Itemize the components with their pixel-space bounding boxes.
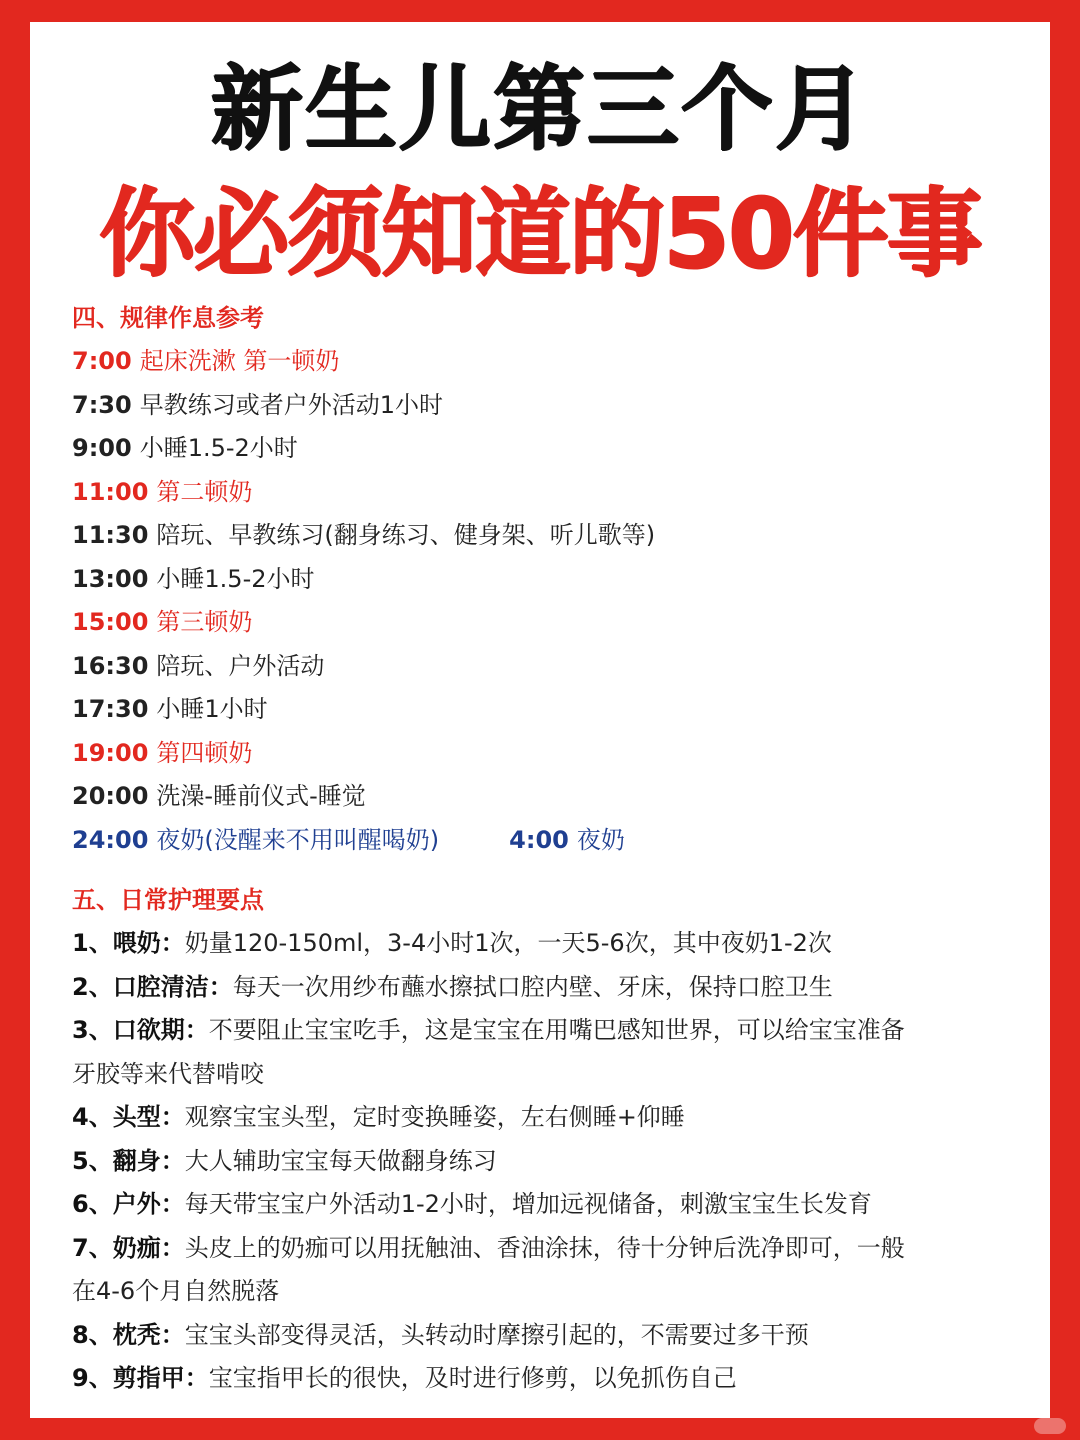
item-text: 不要阻止宝宝吃手，这是宝宝在用嘴巴感知世界，可以给宝宝准备 bbox=[208, 1016, 905, 1044]
item-label: 5、翻身： bbox=[72, 1146, 185, 1175]
schedule-row bbox=[72, 688, 1032, 732]
schedule-row bbox=[72, 645, 1032, 689]
item-text-continued: 在4-6个月自然脱落 bbox=[72, 1277, 280, 1305]
item-label: 3、口欲期： bbox=[72, 1016, 209, 1044]
item-text: 奶量120-150ml，3-4小时1次，一天5-6次，其中夜奶1-2次 bbox=[184, 929, 832, 957]
schedule-text: 第四顿奶 bbox=[156, 738, 253, 767]
content-card bbox=[30, 22, 1050, 1418]
item-label: 1、喂奶： bbox=[72, 929, 185, 957]
content-body bbox=[72, 296, 1032, 1401]
schedule-text: 陪玩、早教练习(翻身练习、健身架、听儿歌等) bbox=[156, 521, 656, 549]
item-text: 观察宝宝头型，定时变换睡姿，左右侧睡+仰睡 bbox=[184, 1103, 685, 1131]
schedule-time: 15:00 bbox=[72, 608, 149, 636]
schedule-text: 第三顿奶 bbox=[156, 608, 253, 636]
list-item bbox=[72, 1140, 1032, 1184]
title-line-1: 新生儿第三个月 bbox=[210, 56, 869, 163]
schedule-text: 早教练习或者户外活动1小时 bbox=[139, 390, 443, 419]
item-text: 每天带宝宝户外活动1-2小时，增加远视储备，刺激宝宝生长发育 bbox=[184, 1190, 872, 1218]
schedule-time: 11:30 bbox=[72, 521, 149, 549]
schedule-time: 17:30 bbox=[72, 695, 149, 723]
schedule-row bbox=[72, 340, 1032, 384]
title-line-2: 你必须知道的50件事 bbox=[99, 178, 981, 290]
watermark-badge bbox=[1034, 1418, 1066, 1434]
schedule-row-night bbox=[72, 819, 1032, 863]
list-item bbox=[72, 1357, 1032, 1401]
list-item bbox=[72, 1096, 1032, 1140]
schedule-time: 9:00 bbox=[72, 434, 132, 462]
schedule-time: 13:00 bbox=[72, 564, 149, 593]
schedule-text: 夜奶(没醒来不用叫醒喝奶) bbox=[156, 825, 440, 854]
list-item bbox=[72, 1009, 1032, 1096]
list-item bbox=[72, 1314, 1032, 1358]
item-text: 每天一次用纱布蘸水擦拭口腔内壁、牙床，保持口腔卫生 bbox=[232, 972, 833, 1001]
schedule-row bbox=[72, 471, 1032, 515]
list-item bbox=[72, 922, 1032, 966]
item-label: 4、头型： bbox=[72, 1103, 185, 1131]
item-label: 2、口腔清洁： bbox=[72, 972, 233, 1001]
schedule-row bbox=[72, 427, 1032, 471]
schedule-row bbox=[72, 514, 1032, 558]
list-item bbox=[72, 1183, 1032, 1227]
schedule-text: 小睡1.5-2小时 bbox=[156, 564, 315, 593]
schedule-time: 20:00 bbox=[72, 782, 149, 810]
section-4-heading: 四、规律作息参考 bbox=[72, 304, 264, 332]
schedule-row bbox=[72, 775, 1032, 819]
item-label: 8、枕秃： bbox=[72, 1320, 185, 1349]
schedule-time-2: 4:00 bbox=[509, 825, 569, 854]
schedule-time: 7:30 bbox=[72, 390, 132, 419]
schedule-row bbox=[72, 601, 1032, 645]
schedule-text: 洗澡-睡前仪式-睡觉 bbox=[156, 782, 366, 810]
schedule-row bbox=[72, 384, 1032, 428]
schedule-time: 7:00 bbox=[72, 347, 132, 375]
item-text: 大人辅助宝宝每天做翻身练习 bbox=[184, 1146, 497, 1175]
list-item bbox=[72, 966, 1032, 1010]
schedule-time: 24:00 bbox=[72, 825, 149, 854]
item-label: 6、户外： bbox=[72, 1190, 185, 1218]
item-text: 头皮上的奶痂可以用抚触油、香油涂抹，待十分钟后洗净即可，一般 bbox=[184, 1233, 905, 1262]
schedule-row bbox=[72, 732, 1032, 776]
schedule-time: 11:00 bbox=[72, 477, 149, 506]
schedule-text-2: 夜奶 bbox=[576, 825, 625, 854]
schedule-row bbox=[72, 558, 1032, 602]
item-label: 9、剪指甲： bbox=[72, 1364, 209, 1392]
schedule-text: 起床洗漱 第一顿奶 bbox=[139, 347, 340, 375]
section-5-heading: 五、日常护理要点 bbox=[72, 886, 264, 914]
schedule-text: 小睡1小时 bbox=[156, 695, 268, 723]
schedule-time: 19:00 bbox=[72, 738, 149, 767]
item-text: 宝宝指甲长的很快，及时进行修剪，以免抓伤自己 bbox=[208, 1364, 737, 1392]
schedule-time: 16:30 bbox=[72, 651, 149, 680]
item-text: 宝宝头部变得灵活，头转动时摩擦引起的，不需要过多干预 bbox=[184, 1320, 809, 1349]
schedule-text: 第二顿奶 bbox=[156, 477, 253, 506]
schedule-text: 陪玩、户外活动 bbox=[156, 651, 325, 680]
schedule-text: 小睡1.5-2小时 bbox=[139, 434, 298, 462]
item-text-continued: 牙胶等来代替啃咬 bbox=[72, 1059, 264, 1088]
item-label: 7、奶痂： bbox=[72, 1233, 185, 1262]
list-item bbox=[72, 1227, 1032, 1314]
